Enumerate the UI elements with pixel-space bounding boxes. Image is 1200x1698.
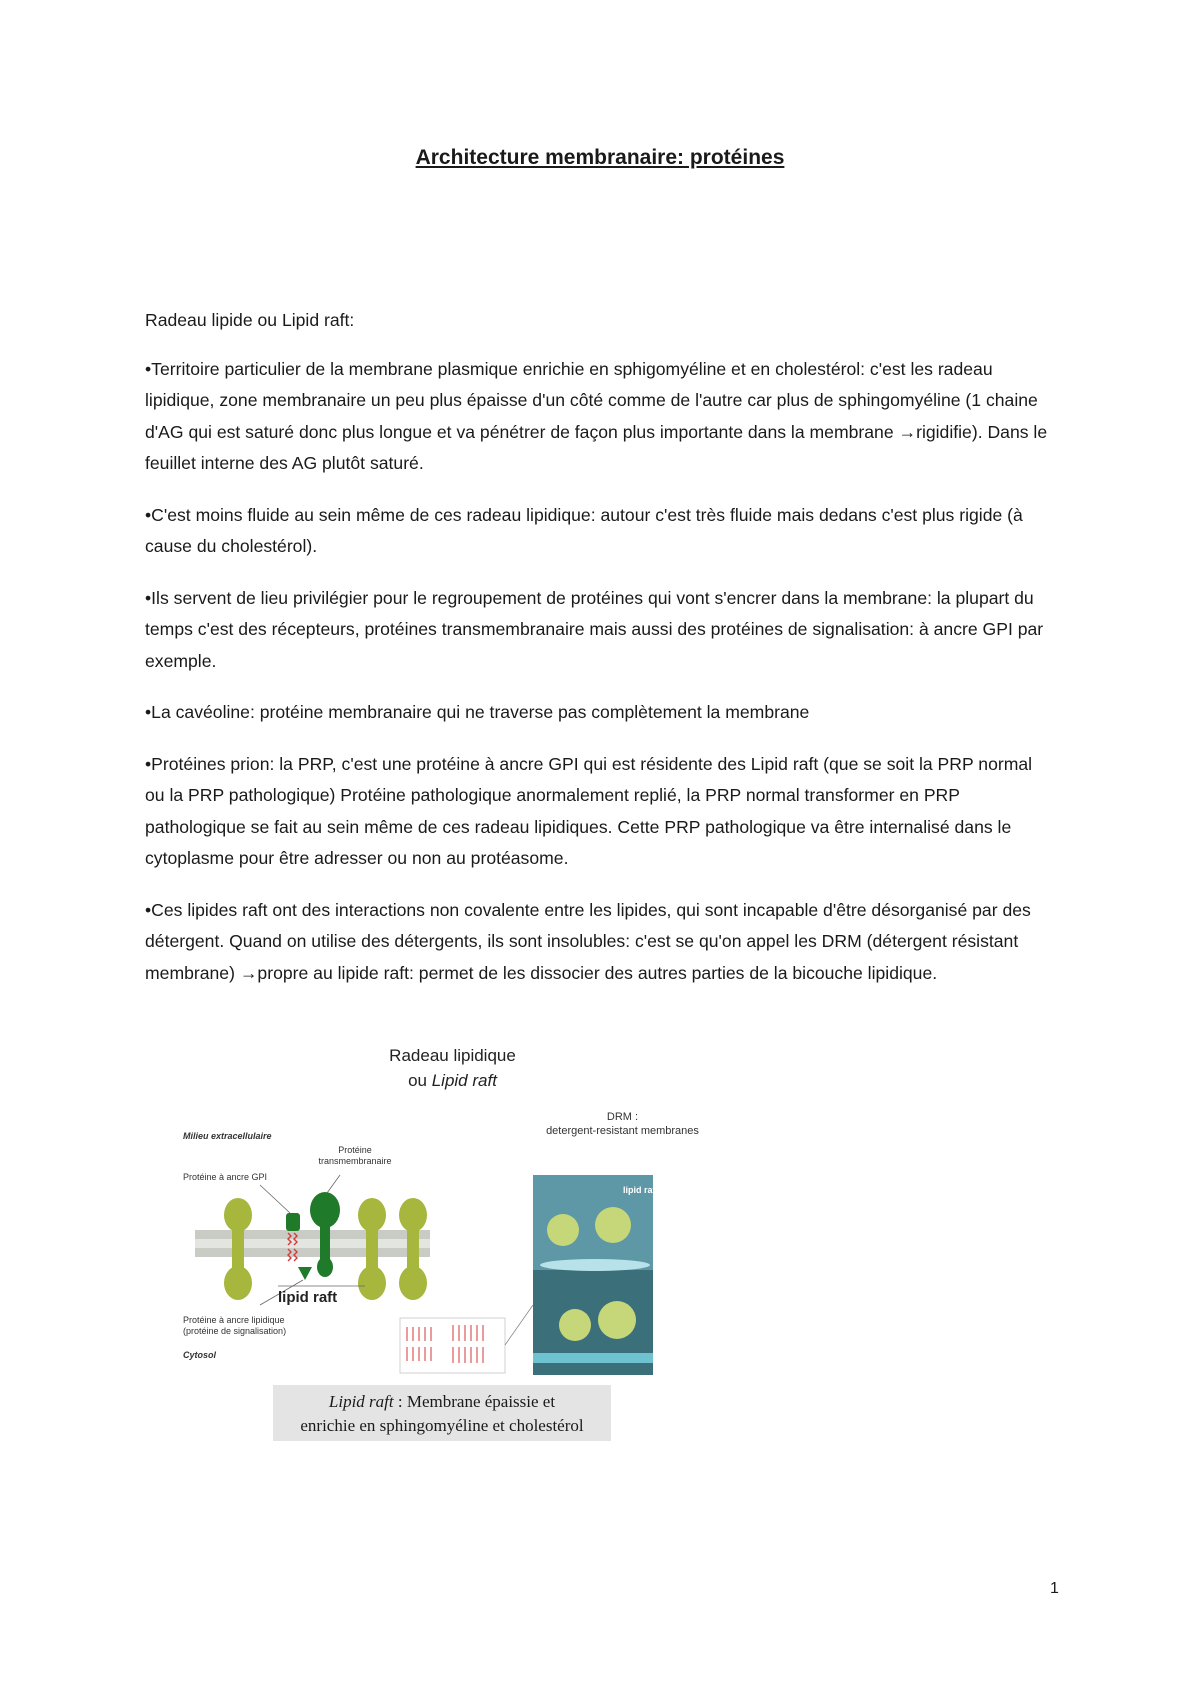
caption-line2: enrichie en sphingomyéline et cholestérol: [300, 1416, 584, 1435]
transmembrane-label-line2: transmembranaire: [318, 1156, 392, 1166]
paragraph-3: •Ils servent de lieu privilégier pour le regroupement de protéines qui vont s'encrer dans la membrane: la plupart du temps c'est des récepteurs, protéines transmembranaire mais aussi des protéines de signalisation: à ancre GPI par exemple.: [145, 587, 1044, 671]
schematic-connector: [505, 1305, 533, 1345]
lipid-anchor-label-line1: Protéine à ancre lipidique: [183, 1315, 285, 1325]
membrane-core: [195, 1239, 430, 1248]
page-number: 1: [1050, 1580, 1059, 1597]
extracellular-label: Milieu extracellulaire: [183, 1131, 272, 1141]
section-heading: Radeau lipide ou Lipid raft:: [145, 310, 355, 330]
drm-label-line1: DRM :: [606, 1111, 639, 1123]
figure-title-italic: Lipid raft: [431, 1071, 497, 1090]
figure-title-prefix: ou: [408, 1071, 432, 1090]
document-body: [145, 305, 1055, 1009]
figure-title-line1: Radeau lipidique: [389, 1046, 516, 1065]
paragraph-2: •C'est moins fluide au sein même de ces radeau lipidique: autour c'est très fluide mais dedans c'est plus rigide (à cause du cholestérol).: [145, 504, 1023, 556]
document-title: Architecture membranaire: protéines: [415, 146, 785, 169]
lipid-anchor-label: [183, 1315, 286, 1337]
gpi-protein-label: Protéine à ancre GPI: [183, 1172, 268, 1182]
membrane-inner-leaflet: [195, 1248, 430, 1257]
figure-caption: [273, 1385, 611, 1441]
micrograph-raft-disk: [540, 1259, 650, 1271]
paragraph-6: •Ces lipides raft ont des interactions non covalente entre les lipides, qui sont incapable d'être désorganisé par des détergent. Quand on utilise des détergents, ils sont insolubles: c'est se qu'on appel les DRM (détergent résistant membrane) →propre au lipide raft: permet de les dissocier des autres parties de la bicouche lipidique.: [145, 899, 1031, 983]
paragraph-4: •La cavéoline: protéine membranaire qui ne traverse pas complètement la membrane: [145, 702, 810, 722]
lipid-raft-figure: [175, 1035, 735, 1455]
caption-line1: [273, 1390, 611, 1414]
lipid-raft-label: lipid raft: [278, 1289, 338, 1306]
paragraph-1: •Territoire particulier de la membrane plasmique enrichie en sphigomyéline et en cholestérol: c'est les radeau lipidique, zone membranaire un peu plus épaisse d'un côté comme de l'autre car plus de sphingomyéline (1 chaine d'AG qui est saturé donc plus longue et va pénétrer de façon plus importante dans la membrane →rigidifie). Dans le feuillet interne des AG plutôt saturé.: [145, 358, 1048, 473]
membrane-outer-leaflet: [195, 1230, 430, 1239]
micrograph-membrane: [533, 1353, 653, 1363]
lipid-anchor-label-line2: (protéine de signalisation): [183, 1326, 287, 1336]
caption-italic: Lipid raft: [328, 1392, 394, 1411]
caption-rest: : Membrane épaissie et: [393, 1392, 556, 1411]
drm-label-line2: detergent-resistant membranes: [546, 1125, 699, 1137]
cytosol-label: Cytosol: [183, 1350, 217, 1360]
paragraph-5: •Protéines prion: la PRP, c'est une protéine à ancre GPI qui est résidente des Lipid raft (que se soit la PRP normal ou la PRP pathologique) Protéine pathologique anormalement replié, la PRP normal transformer en PRP pathologique se fait au sein même de ces radeau lipidiques. Cette PRP pathologique va être internalisé dans le cytoplasme pour être adresser ou non au protéasome.: [145, 753, 1033, 868]
transmembrane-label-line1: Protéine: [338, 1145, 372, 1155]
micrograph-label: lipid raft: [623, 1185, 659, 1195]
